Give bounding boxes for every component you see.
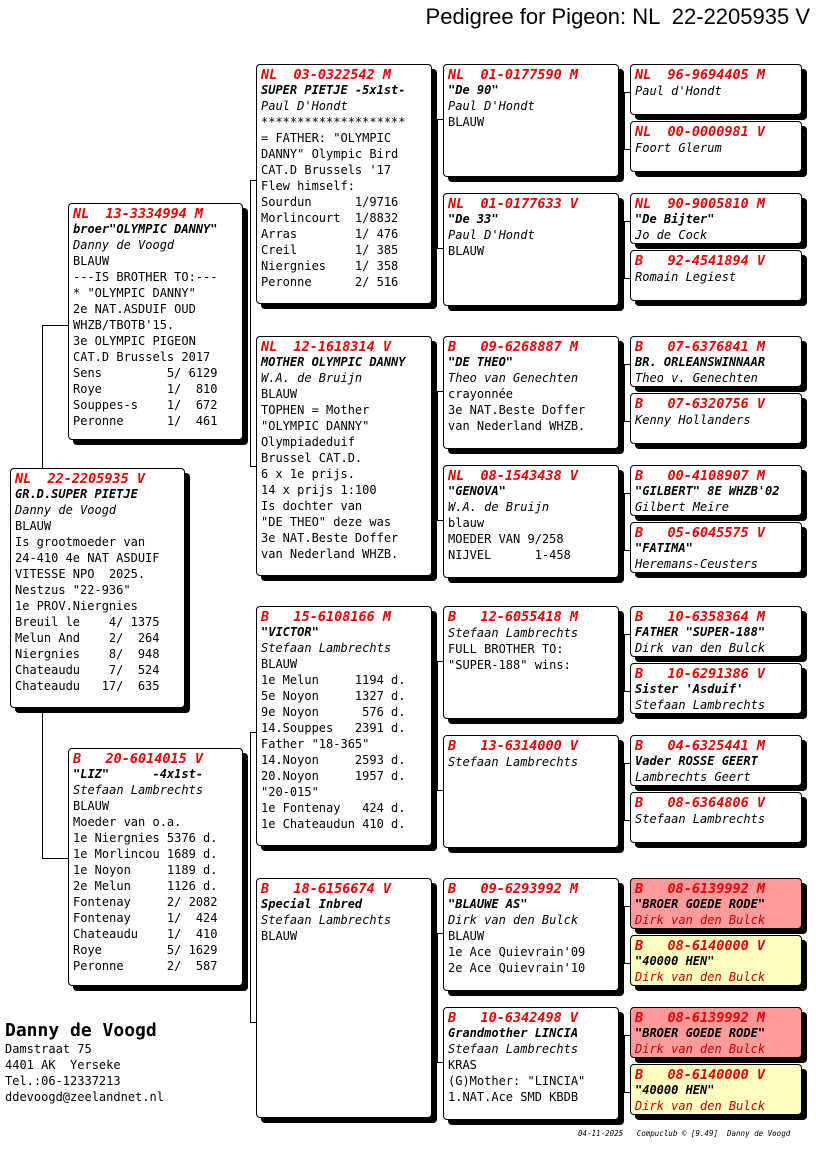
- pigeon-card-mfm[interactable]: [443, 735, 619, 848]
- pigeon-detail-line: Roye 1/ 810: [73, 382, 218, 396]
- connector-line: [624, 364, 625, 421]
- pigeon-detail-line: 1e Morlincou 1689 d.: [73, 847, 218, 861]
- pigeon-name: "DE THEO": [448, 355, 514, 369]
- ring-number: NL 22-2205935 V: [15, 471, 146, 487]
- pigeon-card-g16[interactable]: [630, 1064, 802, 1115]
- pigeon-detail-line: Peronne 2/ 516: [261, 275, 399, 289]
- pigeon-name: "40000 HEN": [635, 954, 715, 968]
- ring-number: NL 08-1543438 V: [448, 468, 579, 484]
- pigeon-name: "GENOVA": [448, 484, 506, 498]
- owner-postcode: 4401 AK Yerseke: [5, 1058, 121, 1072]
- pigeon-name: "LIZ" -4x1st-: [73, 767, 204, 781]
- connector-line: [437, 661, 438, 790]
- breeder-name: Stefaan Lambrechts: [261, 913, 392, 927]
- pigeon-detail-line: blauw: [448, 516, 485, 530]
- ring-number: B 00-4108907 M: [635, 468, 766, 484]
- pigeon-detail-line: 24-410 4e NAT ASDUIF: [15, 551, 160, 565]
- pigeon-card-g3[interactable]: [630, 193, 802, 244]
- pigeon-detail-line: ---IS BROTHER TO:---: [73, 270, 218, 284]
- pigeon-name: BR. ORLEANSWINNAAR: [635, 355, 766, 369]
- footer-credit: 04-11-2025 Compuclub © [9.49] Danny de Voogd: [578, 1129, 791, 1138]
- breeder-name: Foort Glerum: [635, 141, 722, 155]
- connector-line: [624, 493, 625, 550]
- pigeon-detail-line: 1e Noyon 1189 d.: [73, 863, 218, 877]
- connector-line: [624, 1035, 625, 1092]
- connector-line: [624, 906, 625, 963]
- pigeon-card-g14[interactable]: [630, 935, 802, 986]
- pigeon-name: "De 90": [448, 83, 499, 97]
- owner-phone: Tel.:06-12337213: [5, 1074, 121, 1088]
- pigeon-detail-line: WHZB/TBOTB'15.: [73, 318, 175, 332]
- breeder-name: Stefaan Lambrechts: [448, 626, 579, 640]
- owner-email[interactable]: ddevoogd@zeelandnet.nl: [5, 1090, 164, 1104]
- breeder-name: Dirk van den Bulck: [448, 913, 579, 927]
- pigeon-card-fmf[interactable]: [443, 336, 619, 449]
- pigeon-detail-line: 14.Noyon 2593 d.: [261, 753, 406, 767]
- breeder-name: Heremans-Ceusters: [635, 557, 758, 571]
- pigeon-name: "BROER GOEDE RODE": [635, 897, 766, 911]
- ring-number: B 20-6014015 V: [73, 751, 204, 767]
- pigeon-name: "De Bijter": [635, 212, 715, 226]
- pigeon-detail-line: BLAUW: [448, 929, 485, 943]
- pigeon-detail-line: BLAUW: [73, 254, 110, 268]
- pigeon-detail-line: 1e Fontenay 424 d.: [261, 801, 406, 815]
- pigeon-name: MOTHER OLYMPIC DANNY: [261, 355, 406, 369]
- ring-number: B 15-6108166 M: [261, 609, 392, 625]
- pigeon-detail-line: Moeder van o.a.: [73, 815, 182, 829]
- pigeon-detail-line: VITESSE NPO 2025.: [15, 567, 146, 581]
- pigeon-card-g9[interactable]: [630, 606, 802, 657]
- pigeon-detail-line: 3e OLYMPIC PIGEON: [73, 334, 196, 348]
- breeder-name: Dirk van den Bulck: [635, 1099, 766, 1113]
- pigeon-detail-line: DANNY" Olympic Bird: [261, 147, 399, 161]
- connector-line: [624, 763, 625, 820]
- ring-number: B 04-6325441 M: [635, 738, 766, 754]
- pigeon-card-mf[interactable]: [256, 606, 432, 846]
- ring-number: NL 90-9005810 M: [635, 196, 766, 212]
- breeder-name: Dirk van den Bulck: [635, 970, 766, 984]
- pigeon-detail-line: "DE THEO" deze was: [261, 515, 392, 529]
- connector-line: [624, 92, 625, 149]
- connector-line: [42, 708, 43, 858]
- pigeon-name: "BROER GOEDE RODE": [635, 1026, 766, 1040]
- pigeon-card-g15[interactable]: [630, 1007, 802, 1058]
- ring-number: B 13-6314000 V: [448, 738, 579, 754]
- pigeon-detail-line: CAT.D Brussels 2017: [73, 350, 211, 364]
- pigeon-detail-line: FULL BROTHER TO:: [448, 642, 564, 656]
- ring-number: B 09-6293992 M: [448, 881, 579, 897]
- connector-line: [624, 634, 625, 691]
- ring-number: NL 12-1618314 V: [261, 339, 392, 355]
- pigeon-detail-line: Fontenay 1/ 424: [73, 911, 218, 925]
- owner-info: [5, 1020, 164, 1105]
- pigeon-card-fmm[interactable]: [443, 465, 619, 578]
- pigeon-card-mmm[interactable]: [443, 1007, 619, 1120]
- breeder-name: W.A. de Bruijn: [448, 500, 550, 514]
- pigeon-card-g8[interactable]: [630, 522, 802, 573]
- pigeon-card-fm[interactable]: [256, 336, 432, 576]
- pigeon-detail-line: Sourdun 1/9716: [261, 195, 399, 209]
- breeder-name: Paul d'Hondt: [635, 84, 722, 98]
- pigeon-detail-line: BLAUW: [73, 799, 110, 813]
- pigeon-detail-line: Flew himself:: [261, 179, 355, 193]
- pigeon-card-mff[interactable]: [443, 606, 619, 719]
- connector-line: [42, 325, 68, 326]
- breeder-name: Danny de Voogd: [15, 503, 117, 517]
- pigeon-detail-line: Creil 1/ 385: [261, 243, 399, 257]
- pigeon-detail-line: BLAUW: [261, 387, 298, 401]
- pigeon-detail-line: TOPHEN = Mother: [261, 403, 370, 417]
- ring-number: B 92-4541894 V: [635, 253, 766, 269]
- pigeon-name: FATHER "SUPER-188": [635, 625, 766, 639]
- ring-number: B 05-6045575 V: [635, 525, 766, 541]
- breeder-name: Stefaan Lambrechts: [448, 1042, 579, 1056]
- pigeon-detail-line: 3e NAT.Beste Doffer: [261, 531, 399, 545]
- pigeon-card-g2[interactable]: [630, 121, 802, 172]
- pigeon-card-ffm[interactable]: [443, 193, 619, 306]
- pigeon-detail-line: "20-015": [261, 785, 319, 799]
- ring-number: B 08-6139992 M: [635, 1010, 766, 1026]
- pigeon-name: "De 33": [448, 212, 499, 226]
- pigeon-detail-line: Sens 5/ 6129: [73, 366, 218, 380]
- breeder-name: Stefaan Lambrechts: [448, 755, 579, 769]
- connector-line: [437, 119, 438, 248]
- pigeon-card-g1[interactable]: [630, 64, 802, 115]
- pigeon-name: "GILBERT" 8E WHZB'02: [635, 484, 780, 498]
- breeder-name: Stefaan Lambrechts: [261, 641, 392, 655]
- page-title: Pedigree for Pigeon: NL 22-2205935 V: [425, 4, 810, 29]
- pigeon-detail-line: Olympiadeduif: [261, 435, 355, 449]
- ring-number: B 08-6139992 M: [635, 881, 766, 897]
- ring-number: NL 00-0000981 V: [635, 124, 766, 140]
- pigeon-name: Grandmother LINCIA: [448, 1026, 579, 1040]
- pigeon-name: "BLAUWE AS": [448, 897, 528, 911]
- ring-number: B 09-6268887 M: [448, 339, 579, 355]
- connector-line: [250, 180, 251, 466]
- pigeon-detail-line: = FATHER: "OLYMPIC: [261, 131, 392, 145]
- breeder-name: Gilbert Meire: [635, 500, 729, 514]
- breeder-name: Stefaan Lambrechts: [635, 812, 766, 826]
- breeder-name: Lambrechts Geert: [635, 770, 751, 784]
- pigeon-detail-line: Roye 5/ 1629: [73, 943, 218, 957]
- pigeon-name: Sister 'Asduif': [635, 682, 744, 696]
- pigeon-detail-line: Peronne 2/ 587: [73, 959, 218, 973]
- pigeon-detail-line: 2e Melun 1126 d.: [73, 879, 218, 893]
- ring-number: NL 13-3334994 M: [73, 206, 204, 222]
- pigeon-detail-line: 9e Noyon 576 d.: [261, 705, 406, 719]
- ring-number: B 08-6364806 V: [635, 795, 766, 811]
- pigeon-detail-line: Nestzus "22-936": [15, 583, 131, 597]
- pigeon-name: broer"OLYMPIC DANNY": [73, 222, 218, 236]
- pigeon-detail-line: Breuil le 4/ 1375: [15, 615, 160, 629]
- breeder-name: Danny de Voogd: [73, 238, 175, 252]
- pigeon-detail-line: Brussel CAT.D.: [261, 451, 363, 465]
- pigeon-detail-line: BLAUW: [261, 657, 298, 671]
- ring-number: B 07-6320756 V: [635, 396, 766, 412]
- pigeon-detail-line: 1e Niergnies 5376 d.: [73, 831, 218, 845]
- pigeon-name: SUPER PIETJE -5x1st-: [261, 83, 406, 97]
- pigeon-detail-line: Father "18-365": [261, 737, 370, 751]
- pigeon-detail-line: MOEDER VAN 9/258: [448, 532, 564, 546]
- pigeon-detail-line: BLAUW: [261, 929, 298, 943]
- ring-number: B 08-6140000 V: [635, 938, 766, 954]
- pigeon-detail-line: 1e PROV.Niergnies: [15, 599, 138, 613]
- pigeon-detail-line: "OLYMPIC DANNY": [261, 419, 370, 433]
- ring-number: B 12-6055418 M: [448, 609, 579, 625]
- pigeon-detail-line: Fontenay 2/ 2082: [73, 895, 218, 909]
- pigeon-name: "40000 HEN": [635, 1083, 715, 1097]
- pigeon-detail-line: 1.NAT.Ace SMD KBDB: [448, 1090, 579, 1104]
- pigeon-card-ff[interactable]: [256, 64, 432, 304]
- breeder-name: Dirk van den Bulck: [635, 641, 766, 655]
- pigeon-detail-line: Peronne 1/ 461: [73, 414, 218, 428]
- breeder-name: Kenny Hollanders: [635, 413, 751, 427]
- pigeon-detail-line: 14.Souppes 2391 d.: [261, 721, 406, 735]
- pigeon-card-g4[interactable]: [630, 250, 802, 301]
- breeder-name: Stefaan Lambrechts: [635, 698, 766, 712]
- pigeon-detail-line: Chateaudu 1/ 410: [73, 927, 218, 941]
- pigeon-name: GR.D.SUPER PIETJE: [15, 487, 138, 501]
- pigeon-detail-line: Arras 1/ 476: [261, 227, 399, 241]
- pigeon-card-father[interactable]: [68, 203, 243, 440]
- breeder-name: Theo v. Genechten: [635, 371, 758, 385]
- pigeon-detail-line: 1e Chateaudun 410 d.: [261, 817, 406, 831]
- pigeon-detail-line: Souppes-s 1/ 672: [73, 398, 218, 412]
- pigeon-detail-line: 20.Noyon 1957 d.: [261, 769, 406, 783]
- pigeon-card-g7[interactable]: [630, 465, 802, 516]
- pigeon-detail-line: Niergnies 1/ 358: [261, 259, 399, 273]
- ring-number: NL 03-0322542 M: [261, 67, 392, 83]
- pigeon-detail-line: van Nederland WHZB.: [261, 547, 399, 561]
- pigeon-card-mm[interactable]: [256, 878, 432, 1118]
- pigeon-detail-line: CAT.D Brussels '17: [261, 163, 392, 177]
- connector-line: [250, 732, 251, 1022]
- pigeon-detail-line: 3e NAT.Beste Doffer: [448, 403, 586, 417]
- pigeon-detail-line: BLAUW: [15, 519, 52, 533]
- ring-number: B 07-6376841 M: [635, 339, 766, 355]
- breeder-name: Paul D'Hondt: [448, 228, 535, 242]
- ring-number: B 18-6156674 V: [261, 881, 392, 897]
- owner-address: Damstraat 75: [5, 1042, 92, 1056]
- pigeon-detail-line: BLAUW: [448, 115, 485, 129]
- pigeon-detail-line: 2e NAT.ASDUIF OUD: [73, 302, 196, 316]
- pigeon-detail-line: 1e Ace Quievrain'09: [448, 945, 586, 959]
- ring-number: NL 01-0177633 V: [448, 196, 579, 212]
- breeder-name: Romain Legiest: [635, 270, 737, 284]
- pigeon-card-g12[interactable]: [630, 792, 802, 843]
- pigeon-card-g11[interactable]: [630, 735, 802, 786]
- pigeon-name: Vader ROSSE GEERT: [635, 754, 758, 768]
- pigeon-detail-line: * "OLYMPIC DANNY": [73, 286, 196, 300]
- pigeon-detail-line: Chateaudu 17/ 635: [15, 679, 160, 693]
- ring-number: B 10-6342498 V: [448, 1010, 579, 1026]
- breeder-name: Theo van Genechten: [448, 371, 579, 385]
- pigeon-detail-line: (G)Mother: "LINCIA": [448, 1074, 586, 1088]
- pigeon-name: "VICTOR": [261, 625, 319, 639]
- breeder-name: Stefaan Lambrechts: [73, 783, 204, 797]
- breeder-name: Paul D'Hondt: [448, 99, 535, 113]
- pigeon-detail-line: Is grootmoeder van: [15, 535, 146, 549]
- pigeon-card-mmf[interactable]: [443, 878, 619, 991]
- connector-line: [42, 325, 43, 468]
- ring-number: NL 01-0177590 M: [448, 67, 579, 83]
- pigeon-detail-line: NIJVEL 1-458: [448, 548, 571, 562]
- breeder-name: Dirk van den Bulck: [635, 1042, 766, 1056]
- pigeon-name: Special Inbred: [261, 897, 363, 911]
- pigeon-card-g6[interactable]: [630, 393, 802, 444]
- pigeon-card-g10[interactable]: [630, 663, 802, 714]
- pigeon-detail-line: 5e Noyon 1327 d.: [261, 689, 406, 703]
- pigeon-card-mother[interactable]: [68, 748, 243, 986]
- pigeon-name: "FATIMA": [635, 541, 693, 555]
- pigeon-card-g13[interactable]: [630, 878, 802, 929]
- breeder-name: Paul D'Hondt: [261, 99, 348, 113]
- pigeon-detail-line: 1e Melun 1194 d.: [261, 673, 406, 687]
- pigeon-detail-line: "SUPER-188" wins:: [448, 658, 571, 672]
- pigeon-detail-line: Chateaudu 7/ 524: [15, 663, 160, 677]
- pigeon-detail-line: 2e Ace Quievrain'10: [448, 961, 586, 975]
- ring-number: B 08-6140000 V: [635, 1067, 766, 1083]
- breeder-name: W.A. de Bruijn: [261, 371, 363, 385]
- pigeon-card-subject[interactable]: [10, 468, 185, 708]
- pigeon-detail-line: Morlincourt 1/8832: [261, 211, 399, 225]
- pigeon-detail-line: Is dochter van: [261, 499, 363, 513]
- connector-line: [42, 858, 68, 859]
- connector-line: [437, 391, 438, 520]
- ring-number: B 10-6358364 M: [635, 609, 766, 625]
- connector-line: [437, 933, 438, 1062]
- breeder-name: Jo de Cock: [635, 228, 708, 242]
- ring-number: NL 96-9694405 M: [635, 67, 766, 83]
- connector-line: [624, 221, 625, 278]
- pigeon-detail-line: Niergnies 8/ 948: [15, 647, 160, 661]
- pigeon-detail-line: van Nederland WHZB.: [448, 419, 586, 433]
- pigeon-card-fff[interactable]: [443, 64, 619, 177]
- pigeon-detail-line: BLAUW: [448, 244, 485, 258]
- pigeon-detail-line: KRAS: [448, 1058, 477, 1072]
- pigeon-detail-line: crayonnée: [448, 387, 514, 401]
- pigeon-detail-line: 6 x 1e prijs.: [261, 467, 355, 481]
- pigeon-detail-line: ********************: [261, 115, 406, 129]
- pigeon-detail-line: 14 x prijs 1:100: [261, 483, 377, 497]
- pigeon-detail-line: Melun And 2/ 264: [15, 631, 160, 645]
- breeder-name: Dirk van den Bulck: [635, 913, 766, 927]
- ring-number: B 10-6291386 V: [635, 666, 766, 682]
- owner-name: Danny de Voogd: [5, 1020, 157, 1041]
- pigeon-card-g5[interactable]: [630, 336, 802, 387]
